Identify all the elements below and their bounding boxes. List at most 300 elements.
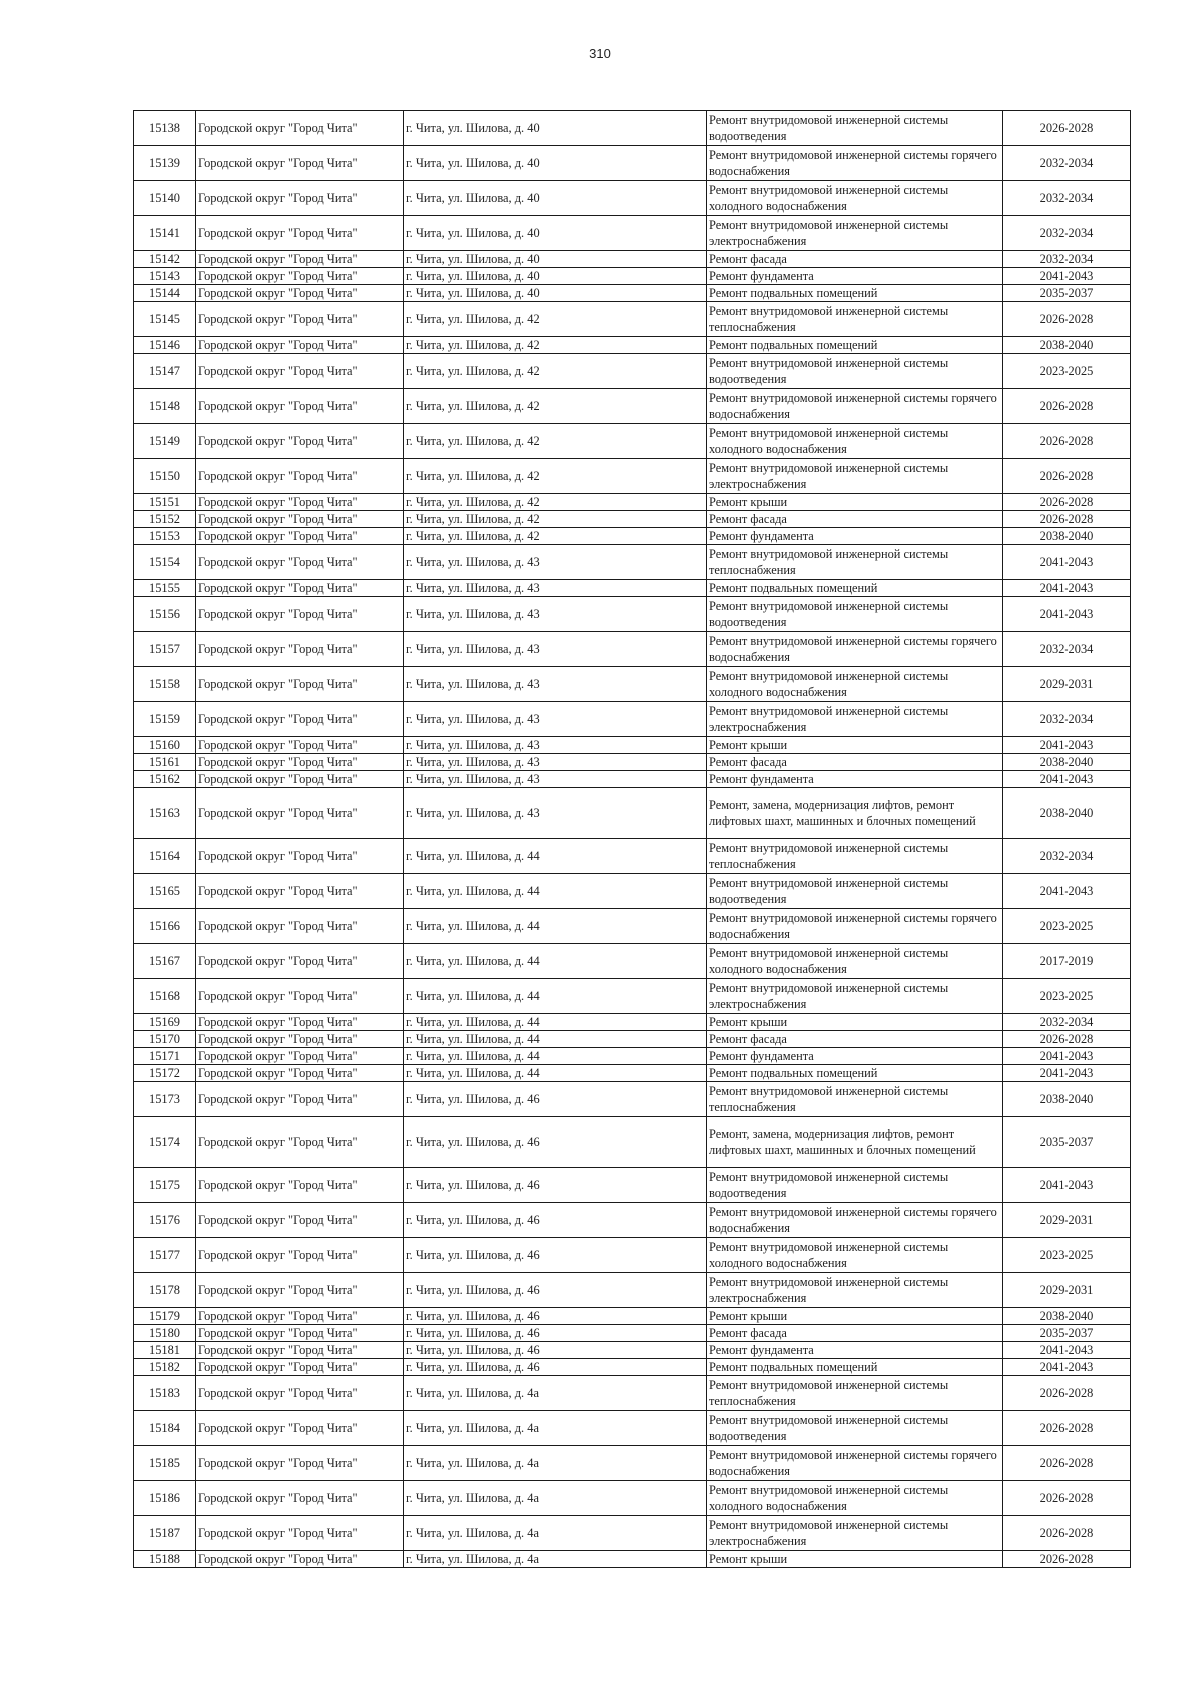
cell-number: 15144 xyxy=(134,285,196,302)
cell-municipality: Городской округ "Город Чита" xyxy=(196,737,404,754)
cell-number: 15159 xyxy=(134,702,196,737)
cell-work-type: Ремонт фасада xyxy=(707,251,1003,268)
cell-number: 15170 xyxy=(134,1031,196,1048)
table-row xyxy=(134,511,1131,528)
cell-address: г. Чита, ул. Шилова, д. 42 xyxy=(404,511,707,528)
cell-municipality: Городской округ "Город Чита" xyxy=(196,1481,404,1516)
cell-period: 2041-2043 xyxy=(1003,771,1131,788)
cell-number: 15142 xyxy=(134,251,196,268)
repair-schedule-table xyxy=(133,110,1131,1568)
cell-municipality: Городской округ "Город Чита" xyxy=(196,597,404,632)
table-row xyxy=(134,1273,1131,1308)
cell-work-type: Ремонт фундамента xyxy=(707,771,1003,788)
table-row xyxy=(134,216,1131,251)
cell-municipality: Городской округ "Город Чита" xyxy=(196,511,404,528)
cell-period: 2029-2031 xyxy=(1003,667,1131,702)
cell-address: г. Чита, ул. Шилова, д. 40 xyxy=(404,251,707,268)
cell-number: 15139 xyxy=(134,146,196,181)
cell-municipality: Городской округ "Город Чита" xyxy=(196,667,404,702)
cell-municipality: Городской округ "Город Чита" xyxy=(196,1168,404,1203)
cell-period: 2026-2028 xyxy=(1003,1446,1131,1481)
cell-municipality: Городской округ "Город Чита" xyxy=(196,1325,404,1342)
cell-municipality: Городской округ "Город Чита" xyxy=(196,285,404,302)
table-row xyxy=(134,146,1131,181)
cell-address: г. Чита, ул. Шилова, д. 4а xyxy=(404,1481,707,1516)
cell-municipality: Городской округ "Город Чита" xyxy=(196,632,404,667)
table-row xyxy=(134,1551,1131,1568)
table-body xyxy=(134,111,1131,1568)
table-row xyxy=(134,944,1131,979)
cell-work-type: Ремонт внутридомовой инженерной системы электроснабжения xyxy=(707,459,1003,494)
table-row xyxy=(134,1048,1131,1065)
cell-address: г. Чита, ул. Шилова, д. 44 xyxy=(404,839,707,874)
cell-number: 15186 xyxy=(134,1481,196,1516)
cell-address: г. Чита, ул. Шилова, д. 46 xyxy=(404,1238,707,1273)
cell-period: 2041-2043 xyxy=(1003,1048,1131,1065)
table-row xyxy=(134,788,1131,839)
table-row xyxy=(134,667,1131,702)
cell-period: 2041-2043 xyxy=(1003,737,1131,754)
table-row xyxy=(134,1065,1131,1082)
cell-address: г. Чита, ул. Шилова, д. 42 xyxy=(404,494,707,511)
table-row xyxy=(134,597,1131,632)
cell-work-type: Ремонт внутридомовой инженерной системы теплоснабжения xyxy=(707,839,1003,874)
cell-address: г. Чита, ул. Шилова, д. 42 xyxy=(404,424,707,459)
cell-work-type: Ремонт внутридомовой инженерной системы электроснабжения xyxy=(707,702,1003,737)
cell-municipality: Городской округ "Город Чита" xyxy=(196,528,404,545)
cell-work-type: Ремонт подвальных помещений xyxy=(707,285,1003,302)
cell-work-type: Ремонт крыши xyxy=(707,1308,1003,1325)
cell-work-type: Ремонт подвальных помещений xyxy=(707,580,1003,597)
cell-address: г. Чита, ул. Шилова, д. 43 xyxy=(404,632,707,667)
cell-address: г. Чита, ул. Шилова, д. 46 xyxy=(404,1082,707,1117)
cell-municipality: Городской округ "Город Чита" xyxy=(196,302,404,337)
cell-municipality: Городской округ "Город Чита" xyxy=(196,1048,404,1065)
table-row xyxy=(134,909,1131,944)
cell-number: 15152 xyxy=(134,511,196,528)
cell-number: 15182 xyxy=(134,1359,196,1376)
table-row xyxy=(134,874,1131,909)
cell-address: г. Чита, ул. Шилова, д. 43 xyxy=(404,788,707,839)
cell-municipality: Городской округ "Город Чита" xyxy=(196,1014,404,1031)
table-row xyxy=(134,424,1131,459)
cell-number: 15140 xyxy=(134,181,196,216)
cell-work-type: Ремонт внутридомовой инженерной системы горячего водоснабжения xyxy=(707,1203,1003,1238)
cell-period: 2029-2031 xyxy=(1003,1203,1131,1238)
cell-number: 15165 xyxy=(134,874,196,909)
cell-period: 2032-2034 xyxy=(1003,251,1131,268)
cell-number: 15171 xyxy=(134,1048,196,1065)
cell-number: 15166 xyxy=(134,909,196,944)
cell-municipality: Городской округ "Город Чита" xyxy=(196,580,404,597)
cell-period: 2026-2028 xyxy=(1003,1516,1131,1551)
cell-work-type: Ремонт фундамента xyxy=(707,268,1003,285)
cell-number: 15156 xyxy=(134,597,196,632)
table-row xyxy=(134,302,1131,337)
table-row xyxy=(134,1168,1131,1203)
cell-municipality: Городской округ "Город Чита" xyxy=(196,1411,404,1446)
cell-work-type: Ремонт внутридомовой инженерной системы водоотведения xyxy=(707,1411,1003,1446)
cell-address: г. Чита, ул. Шилова, д. 43 xyxy=(404,754,707,771)
table-row xyxy=(134,1359,1131,1376)
cell-address: г. Чита, ул. Шилова, д. 44 xyxy=(404,979,707,1014)
table-row xyxy=(134,979,1131,1014)
cell-period: 2038-2040 xyxy=(1003,528,1131,545)
table-row xyxy=(134,1516,1131,1551)
cell-address: г. Чита, ул. Шилова, д. 4а xyxy=(404,1446,707,1481)
cell-municipality: Городской округ "Город Чита" xyxy=(196,1359,404,1376)
cell-address: г. Чита, ул. Шилова, д. 44 xyxy=(404,1048,707,1065)
cell-work-type: Ремонт фасада xyxy=(707,1031,1003,1048)
cell-address: г. Чита, ул. Шилова, д. 4а xyxy=(404,1376,707,1411)
cell-work-type: Ремонт фасада xyxy=(707,1325,1003,1342)
cell-period: 2041-2043 xyxy=(1003,874,1131,909)
cell-municipality: Городской округ "Город Чита" xyxy=(196,1446,404,1481)
cell-work-type: Ремонт внутридомовой инженерной системы электроснабжения xyxy=(707,1516,1003,1551)
table-row xyxy=(134,285,1131,302)
cell-work-type: Ремонт внутридомовой инженерной системы горячего водоснабжения xyxy=(707,909,1003,944)
table-row xyxy=(134,1014,1131,1031)
cell-municipality: Городской округ "Город Чита" xyxy=(196,459,404,494)
cell-address: г. Чита, ул. Шилова, д. 44 xyxy=(404,909,707,944)
cell-period: 2038-2040 xyxy=(1003,754,1131,771)
cell-address: г. Чита, ул. Шилова, д. 40 xyxy=(404,285,707,302)
cell-work-type: Ремонт, замена, модернизация лифтов, ремонт лифтовых шахт, машинных и блочных помещений xyxy=(707,788,1003,839)
table-row xyxy=(134,1308,1131,1325)
cell-address: г. Чита, ул. Шилова, д. 40 xyxy=(404,181,707,216)
table-row xyxy=(134,1481,1131,1516)
cell-work-type: Ремонт крыши xyxy=(707,737,1003,754)
cell-address: г. Чита, ул. Шилова, д. 46 xyxy=(404,1308,707,1325)
cell-number: 15183 xyxy=(134,1376,196,1411)
cell-work-type: Ремонт фундамента xyxy=(707,1048,1003,1065)
cell-municipality: Городской округ "Город Чита" xyxy=(196,754,404,771)
cell-period: 2026-2028 xyxy=(1003,1376,1131,1411)
cell-municipality: Городской округ "Город Чита" xyxy=(196,545,404,580)
cell-period: 2032-2034 xyxy=(1003,839,1131,874)
cell-number: 15173 xyxy=(134,1082,196,1117)
cell-address: г. Чита, ул. Шилова, д. 42 xyxy=(404,389,707,424)
cell-address: г. Чита, ул. Шилова, д. 46 xyxy=(404,1359,707,1376)
cell-address: г. Чита, ул. Шилова, д. 43 xyxy=(404,702,707,737)
cell-municipality: Городской округ "Город Чита" xyxy=(196,771,404,788)
table-row xyxy=(134,494,1131,511)
cell-period: 2026-2028 xyxy=(1003,459,1131,494)
cell-number: 15146 xyxy=(134,337,196,354)
cell-municipality: Городской округ "Город Чита" xyxy=(196,268,404,285)
table-row xyxy=(134,1031,1131,1048)
table-row xyxy=(134,1446,1131,1481)
cell-work-type: Ремонт крыши xyxy=(707,1551,1003,1568)
cell-period: 2041-2043 xyxy=(1003,268,1131,285)
cell-period: 2023-2025 xyxy=(1003,354,1131,389)
table-row xyxy=(134,1342,1131,1359)
cell-period: 2041-2043 xyxy=(1003,597,1131,632)
cell-work-type: Ремонт внутридомовой инженерной системы холодного водоснабжения xyxy=(707,424,1003,459)
cell-address: г. Чита, ул. Шилова, д. 4а xyxy=(404,1551,707,1568)
cell-number: 15185 xyxy=(134,1446,196,1481)
cell-period: 2032-2034 xyxy=(1003,216,1131,251)
cell-address: г. Чита, ул. Шилова, д. 43 xyxy=(404,667,707,702)
cell-address: г. Чита, ул. Шилова, д. 43 xyxy=(404,737,707,754)
cell-municipality: Городской округ "Город Чита" xyxy=(196,788,404,839)
table-row xyxy=(134,702,1131,737)
cell-work-type: Ремонт внутридомовой инженерной системы водоотведения xyxy=(707,111,1003,146)
cell-address: г. Чита, ул. Шилова, д. 40 xyxy=(404,111,707,146)
cell-period: 2041-2043 xyxy=(1003,1168,1131,1203)
cell-address: г. Чита, ул. Шилова, д. 44 xyxy=(404,1014,707,1031)
cell-number: 15178 xyxy=(134,1273,196,1308)
table-row xyxy=(134,1238,1131,1273)
cell-address: г. Чита, ул. Шилова, д. 44 xyxy=(404,1031,707,1048)
cell-address: г. Чита, ул. Шилова, д. 42 xyxy=(404,337,707,354)
cell-number: 15168 xyxy=(134,979,196,1014)
cell-number: 15148 xyxy=(134,389,196,424)
cell-number: 15163 xyxy=(134,788,196,839)
cell-period: 2023-2025 xyxy=(1003,909,1131,944)
table-row xyxy=(134,1376,1131,1411)
cell-period: 2026-2028 xyxy=(1003,494,1131,511)
cell-municipality: Городской округ "Город Чита" xyxy=(196,337,404,354)
cell-work-type: Ремонт внутридомовой инженерной системы водоотведения xyxy=(707,597,1003,632)
cell-period: 2038-2040 xyxy=(1003,788,1131,839)
cell-municipality: Городской округ "Город Чита" xyxy=(196,1082,404,1117)
cell-period: 2023-2025 xyxy=(1003,1238,1131,1273)
cell-period: 2032-2034 xyxy=(1003,632,1131,667)
cell-period: 2026-2028 xyxy=(1003,1551,1131,1568)
cell-work-type: Ремонт внутридомовой инженерной системы холодного водоснабжения xyxy=(707,1238,1003,1273)
cell-address: г. Чита, ул. Шилова, д. 40 xyxy=(404,146,707,181)
cell-period: 2029-2031 xyxy=(1003,1273,1131,1308)
cell-number: 15181 xyxy=(134,1342,196,1359)
cell-municipality: Городской округ "Город Чита" xyxy=(196,251,404,268)
cell-work-type: Ремонт внутридомовой инженерной системы теплоснабжения xyxy=(707,1082,1003,1117)
cell-work-type: Ремонт внутридомовой инженерной системы горячего водоснабжения xyxy=(707,1446,1003,1481)
cell-municipality: Городской округ "Город Чита" xyxy=(196,354,404,389)
cell-address: г. Чита, ул. Шилова, д. 42 xyxy=(404,354,707,389)
table-row xyxy=(134,1117,1131,1168)
page-number: 310 xyxy=(589,46,611,61)
table-row xyxy=(134,839,1131,874)
cell-number: 15157 xyxy=(134,632,196,667)
cell-period: 2026-2028 xyxy=(1003,1481,1131,1516)
table-row xyxy=(134,251,1131,268)
cell-period: 2035-2037 xyxy=(1003,285,1131,302)
table-row xyxy=(134,528,1131,545)
cell-number: 15164 xyxy=(134,839,196,874)
cell-work-type: Ремонт внутридомовой инженерной системы холодного водоснабжения xyxy=(707,944,1003,979)
cell-municipality: Городской округ "Город Чита" xyxy=(196,1117,404,1168)
cell-number: 15147 xyxy=(134,354,196,389)
cell-work-type: Ремонт, замена, модернизация лифтов, ремонт лифтовых шахт, машинных и блочных помещений xyxy=(707,1117,1003,1168)
cell-work-type: Ремонт внутридомовой инженерной системы горячего водоснабжения xyxy=(707,146,1003,181)
cell-period: 2032-2034 xyxy=(1003,1014,1131,1031)
cell-number: 15172 xyxy=(134,1065,196,1082)
table-row xyxy=(134,268,1131,285)
cell-work-type: Ремонт внутридомовой инженерной системы электроснабжения xyxy=(707,979,1003,1014)
cell-address: г. Чита, ул. Шилова, д. 42 xyxy=(404,302,707,337)
table-row xyxy=(134,754,1131,771)
cell-work-type: Ремонт фасада xyxy=(707,511,1003,528)
table-row xyxy=(134,181,1131,216)
cell-number: 15179 xyxy=(134,1308,196,1325)
cell-number: 15169 xyxy=(134,1014,196,1031)
cell-municipality: Городской округ "Город Чита" xyxy=(196,1031,404,1048)
cell-work-type: Ремонт подвальных помещений xyxy=(707,1065,1003,1082)
cell-period: 2038-2040 xyxy=(1003,1082,1131,1117)
table-row xyxy=(134,1325,1131,1342)
cell-work-type: Ремонт фасада xyxy=(707,754,1003,771)
cell-work-type: Ремонт внутридомовой инженерной системы горячего водоснабжения xyxy=(707,389,1003,424)
cell-address: г. Чита, ул. Шилова, д. 46 xyxy=(404,1325,707,1342)
cell-work-type: Ремонт внутридомовой инженерной системы холодного водоснабжения xyxy=(707,667,1003,702)
cell-number: 15153 xyxy=(134,528,196,545)
cell-number: 15158 xyxy=(134,667,196,702)
table-row xyxy=(134,111,1131,146)
cell-municipality: Городской округ "Город Чита" xyxy=(196,1376,404,1411)
cell-work-type: Ремонт внутридомовой инженерной системы водоотведения xyxy=(707,354,1003,389)
cell-work-type: Ремонт внутридомовой инженерной системы электроснабжения xyxy=(707,1273,1003,1308)
cell-number: 15154 xyxy=(134,545,196,580)
cell-municipality: Городской округ "Город Чита" xyxy=(196,494,404,511)
cell-municipality: Городской округ "Город Чита" xyxy=(196,111,404,146)
table-row xyxy=(134,1082,1131,1117)
cell-municipality: Городской округ "Город Чита" xyxy=(196,1203,404,1238)
cell-period: 2026-2028 xyxy=(1003,389,1131,424)
cell-number: 15180 xyxy=(134,1325,196,1342)
cell-number: 15162 xyxy=(134,771,196,788)
table-row xyxy=(134,389,1131,424)
cell-municipality: Городской округ "Город Чита" xyxy=(196,1551,404,1568)
cell-work-type: Ремонт внутридомовой инженерной системы теплоснабжения xyxy=(707,1376,1003,1411)
cell-period: 2032-2034 xyxy=(1003,702,1131,737)
cell-number: 15167 xyxy=(134,944,196,979)
cell-municipality: Городской округ "Город Чита" xyxy=(196,839,404,874)
cell-address: г. Чита, ул. Шилова, д. 4а xyxy=(404,1411,707,1446)
cell-address: г. Чита, ул. Шилова, д. 44 xyxy=(404,944,707,979)
cell-period: 2026-2028 xyxy=(1003,1411,1131,1446)
cell-work-type: Ремонт крыши xyxy=(707,1014,1003,1031)
table-row xyxy=(134,1411,1131,1446)
cell-period: 2026-2028 xyxy=(1003,511,1131,528)
cell-period: 2041-2043 xyxy=(1003,545,1131,580)
cell-municipality: Городской округ "Город Чита" xyxy=(196,909,404,944)
cell-municipality: Городской округ "Город Чита" xyxy=(196,1342,404,1359)
table-row xyxy=(134,737,1131,754)
cell-period: 2041-2043 xyxy=(1003,1342,1131,1359)
cell-number: 15145 xyxy=(134,302,196,337)
cell-period: 2026-2028 xyxy=(1003,424,1131,459)
cell-period: 2017-2019 xyxy=(1003,944,1131,979)
cell-number: 15188 xyxy=(134,1551,196,1568)
cell-period: 2035-2037 xyxy=(1003,1117,1131,1168)
cell-period: 2041-2043 xyxy=(1003,1065,1131,1082)
cell-number: 15175 xyxy=(134,1168,196,1203)
cell-period: 2032-2034 xyxy=(1003,146,1131,181)
cell-period: 2023-2025 xyxy=(1003,979,1131,1014)
cell-number: 15150 xyxy=(134,459,196,494)
cell-number: 15177 xyxy=(134,1238,196,1273)
cell-number: 15174 xyxy=(134,1117,196,1168)
cell-municipality: Городской округ "Город Чита" xyxy=(196,1308,404,1325)
cell-number: 15184 xyxy=(134,1411,196,1446)
cell-municipality: Городской округ "Город Чита" xyxy=(196,944,404,979)
cell-municipality: Городской округ "Город Чита" xyxy=(196,874,404,909)
cell-municipality: Городской округ "Город Чита" xyxy=(196,1516,404,1551)
cell-address: г. Чита, ул. Шилова, д. 43 xyxy=(404,545,707,580)
cell-address: г. Чита, ул. Шилова, д. 46 xyxy=(404,1273,707,1308)
cell-period: 2038-2040 xyxy=(1003,1308,1131,1325)
table-row xyxy=(134,771,1131,788)
cell-address: г. Чита, ул. Шилова, д. 44 xyxy=(404,874,707,909)
cell-address: г. Чита, ул. Шилова, д. 40 xyxy=(404,268,707,285)
cell-period: 2041-2043 xyxy=(1003,1359,1131,1376)
cell-address: г. Чита, ул. Шилова, д. 42 xyxy=(404,459,707,494)
cell-address: г. Чита, ул. Шилова, д. 43 xyxy=(404,580,707,597)
cell-municipality: Городской округ "Город Чита" xyxy=(196,1065,404,1082)
cell-period: 2026-2028 xyxy=(1003,302,1131,337)
cell-address: г. Чита, ул. Шилова, д. 46 xyxy=(404,1342,707,1359)
cell-work-type: Ремонт подвальных помещений xyxy=(707,337,1003,354)
cell-municipality: Городской округ "Город Чита" xyxy=(196,1238,404,1273)
cell-period: 2032-2034 xyxy=(1003,181,1131,216)
table-row xyxy=(134,337,1131,354)
cell-municipality: Городской округ "Город Чита" xyxy=(196,979,404,1014)
table-row xyxy=(134,1203,1131,1238)
cell-number: 15141 xyxy=(134,216,196,251)
table-row xyxy=(134,459,1131,494)
table-row xyxy=(134,354,1131,389)
cell-address: г. Чита, ул. Шилова, д. 46 xyxy=(404,1168,707,1203)
cell-work-type: Ремонт внутридомовой инженерной системы теплоснабжения xyxy=(707,302,1003,337)
table-row xyxy=(134,580,1131,597)
cell-address: г. Чита, ул. Шилова, д. 43 xyxy=(404,597,707,632)
cell-number: 15155 xyxy=(134,580,196,597)
cell-address: г. Чита, ул. Шилова, д. 46 xyxy=(404,1117,707,1168)
cell-period: 2026-2028 xyxy=(1003,1031,1131,1048)
cell-work-type: Ремонт внутридомовой инженерной системы водоотведения xyxy=(707,1168,1003,1203)
cell-work-type: Ремонт внутридомовой инженерной системы теплоснабжения xyxy=(707,545,1003,580)
cell-address: г. Чита, ул. Шилова, д. 4а xyxy=(404,1516,707,1551)
cell-number: 15161 xyxy=(134,754,196,771)
cell-period: 2038-2040 xyxy=(1003,337,1131,354)
cell-number: 15187 xyxy=(134,1516,196,1551)
cell-work-type: Ремонт фундамента xyxy=(707,1342,1003,1359)
cell-number: 15176 xyxy=(134,1203,196,1238)
cell-address: г. Чита, ул. Шилова, д. 42 xyxy=(404,528,707,545)
cell-work-type: Ремонт внутридомовой инженерной системы электроснабжения xyxy=(707,216,1003,251)
cell-work-type: Ремонт фундамента xyxy=(707,528,1003,545)
cell-work-type: Ремонт внутридомовой инженерной системы холодного водоснабжения xyxy=(707,1481,1003,1516)
cell-work-type: Ремонт подвальных помещений xyxy=(707,1359,1003,1376)
table-row xyxy=(134,632,1131,667)
cell-address: г. Чита, ул. Шилова, д. 46 xyxy=(404,1203,707,1238)
cell-number: 15138 xyxy=(134,111,196,146)
cell-period: 2035-2037 xyxy=(1003,1325,1131,1342)
cell-period: 2026-2028 xyxy=(1003,111,1131,146)
cell-municipality: Городской округ "Город Чита" xyxy=(196,424,404,459)
cell-work-type: Ремонт внутридомовой инженерной системы холодного водоснабжения xyxy=(707,181,1003,216)
cell-address: г. Чита, ул. Шилова, д. 43 xyxy=(404,771,707,788)
cell-number: 15151 xyxy=(134,494,196,511)
cell-municipality: Городской округ "Город Чита" xyxy=(196,181,404,216)
cell-address: г. Чита, ул. Шилова, д. 44 xyxy=(404,1065,707,1082)
cell-work-type: Ремонт внутридомовой инженерной системы водоотведения xyxy=(707,874,1003,909)
cell-number: 15143 xyxy=(134,268,196,285)
cell-work-type: Ремонт внутридомовой инженерной системы горячего водоснабжения xyxy=(707,632,1003,667)
cell-municipality: Городской округ "Город Чита" xyxy=(196,146,404,181)
cell-municipality: Городской округ "Город Чита" xyxy=(196,1273,404,1308)
